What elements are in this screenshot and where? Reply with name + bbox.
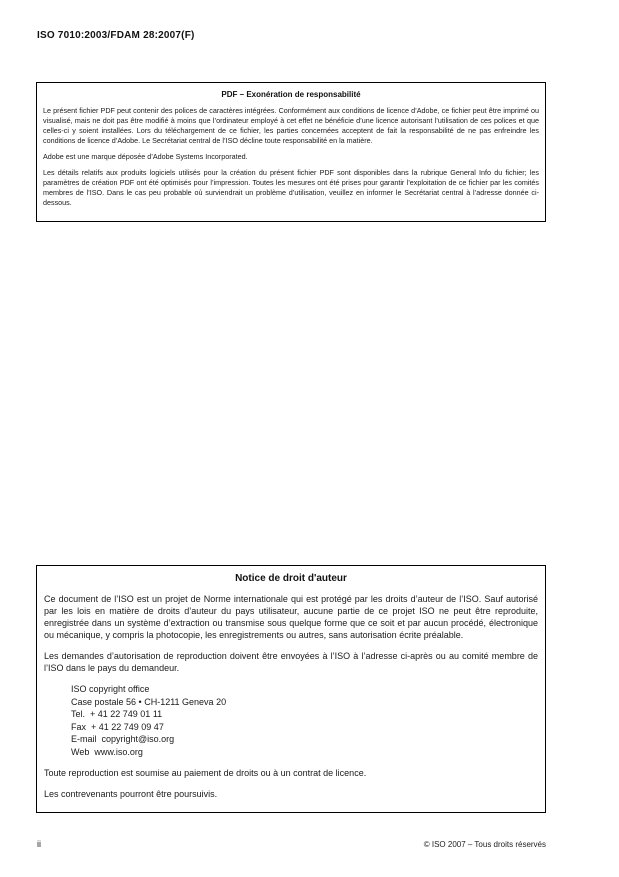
address-web-line: Web www.iso.org xyxy=(71,746,143,757)
copyright-box-title: Notice de droit d'auteur xyxy=(235,573,347,584)
disclaimer-paragraph-1: Le présent fichier PDF peut contenir des polices de caractères intégrées. Conformément aux conditions de licence d’Adobe, ce fichier peut être imprimé ou visualisé, mais ne doit pas être modifié à moins que l’ordinateur employé à cet effet ne bénéficie d’une licence autorisant l’utilisation de ces polices et que celles-ci y soient installées. Lors du téléchargement de ce fichier, les parties concernées acceptent de fait la responsabilité de ne pas enfreindre les conditions de licence d’Adobe. Le Secrétariat central de l’ISO décline toute responsabilité en la matière. xyxy=(43,106,539,145)
address-email-line: E-mail copyright@iso.org xyxy=(71,734,175,744)
address-tel-line: Tel. + 41 22 749 01 11 xyxy=(71,709,163,719)
pdf-disclaimer-box xyxy=(36,82,546,222)
disclaimer-paragraph-3: Les détails relatifs aux produits logiciels utilisés pour la création du présent fichier PDF sont disponibles dans la rubrique General Info du fichier; les paramètres de création PDF ont été optimisés pour l’impression. Toutes les mesures ont été prises pour garantir l’exploitation de ce fichier par les comités membres de l’ISO. Dans le cas peu probable où surviendrait un problème d’utilisation, veuillez en informer le Secrétariat central à l’adresse donnée ci-dessous. xyxy=(43,168,539,207)
disclaimer-box-title: PDF – Exonération de responsabilité xyxy=(221,90,361,99)
disclaimer-paragraph-2: Adobe est une marque déposée d’Adobe Systems Incorporated. xyxy=(43,152,248,161)
copyright-paragraph-1: Ce document de l’ISO est un projet de Norme internationale qui est protégé par les droits d’auteur de l’ISO. Sauf autorisé par les lois en matière de droits d’auteur du pays utilisateur, aucune partie de ce projet ISO ne peut être reproduite, enregistrée dans un système d’extraction ou transmise sous quelque forme que ce soit et par aucun procédé, électronique ou mécanique, y compris la photocopie, les enregistrements ou autres, sans autorisation écrite préalable. xyxy=(44,594,538,640)
iso-address-block xyxy=(71,683,538,758)
address-postal-line: Case postale 56 • CH-1211 Geneva 20 xyxy=(71,696,227,707)
copyright-closing-paragraph-1: Toute reproduction est soumise au paiement de droits ou à un contrat de licence. xyxy=(44,768,367,778)
address-fax-line: Fax + 41 22 749 09 47 xyxy=(71,721,164,732)
document-reference-header: ISO 7010:2003/FDAM 28:2007(F) xyxy=(37,30,195,41)
copyright-notice-box xyxy=(36,565,546,813)
copyright-paragraph-2: Les demandes d’autorisation de reproduction doivent être envoyées à l’ISO à l’adresse ci-après ou au comité membre de l’ISO dans le pays du demandeur. xyxy=(44,651,538,673)
page-footer xyxy=(37,839,546,849)
footer-copyright-line: © ISO 2007 – Tous droits réservés xyxy=(423,840,546,849)
copyright-closing-paragraph-2: Les contrevenants pourront être poursuivis. xyxy=(44,789,218,799)
page-number: ii xyxy=(37,839,41,849)
address-office-line: ISO copyright office xyxy=(71,684,150,694)
